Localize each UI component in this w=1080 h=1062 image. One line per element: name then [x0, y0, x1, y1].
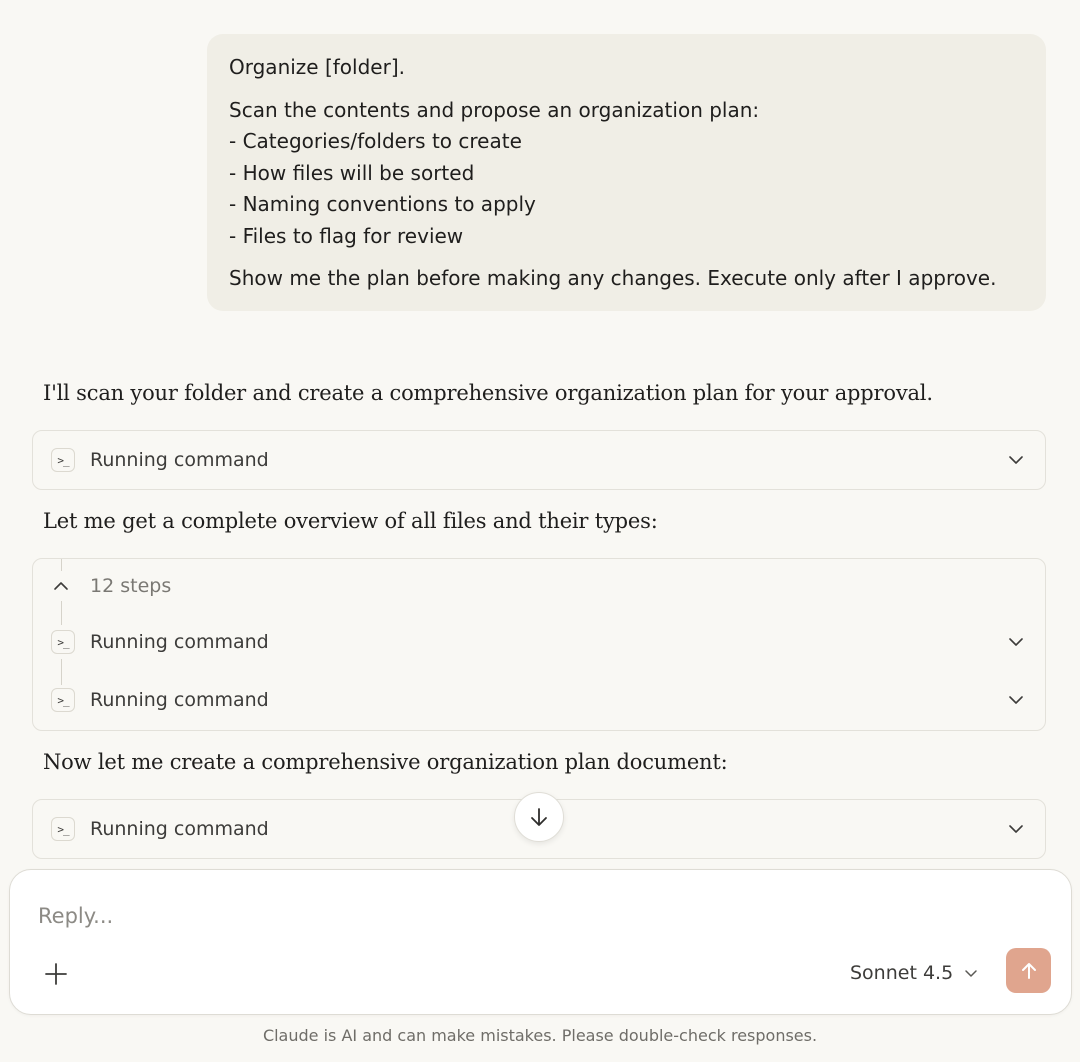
arrow-up-icon [1019, 961, 1039, 981]
user-message [207, 34, 1046, 311]
disclaimer-text: Claude is AI and can make mistakes. Please double-check responses. [262, 1026, 818, 1045]
list-item: - Categories/folders to create [229, 129, 522, 153]
chevron-down-icon[interactable] [1007, 820, 1025, 838]
send-button[interactable] [1006, 948, 1051, 993]
add-attachment-button[interactable] [40, 958, 72, 990]
chevron-down-icon [963, 965, 979, 981]
tool-label: Running command [90, 449, 269, 471]
tool-row[interactable] [33, 431, 1045, 489]
scroll-to-bottom-button[interactable] [514, 792, 564, 842]
arrow-down-icon [528, 806, 550, 828]
list-item: - Files to flag for review [229, 223, 464, 248]
assistant-text: Let me get a complete overview of all files and their types: [43, 509, 658, 533]
user-message-intro: Scan the contents and propose an organization plan: [229, 97, 760, 122]
user-message-line: Organize [folder]. [229, 55, 405, 79]
user-message-closing: Show me the plan before making any changes. Execute only after I approve. [229, 266, 997, 290]
steps-count: 12 steps [90, 575, 172, 597]
chevron-up-icon[interactable] [52, 577, 70, 595]
chevron-down-icon[interactable] [1007, 633, 1025, 651]
terminal-icon: >_ [51, 688, 75, 712]
tool-label: Running command [90, 689, 269, 711]
assistant-text: Now let me create a comprehensive organization plan document: [43, 750, 728, 774]
tool-label: Running command [90, 818, 269, 840]
tool-card-running-command[interactable] [32, 430, 1046, 490]
chevron-down-icon[interactable] [1007, 451, 1025, 469]
assistant-text: I'll scan your folder and create a comprehensive organization plan for your approval. [43, 381, 933, 405]
reply-input[interactable] [38, 898, 938, 934]
steps-card [32, 558, 1046, 731]
chevron-down-icon[interactable] [1007, 691, 1025, 709]
terminal-icon: >_ [51, 630, 75, 654]
steps-toggle[interactable] [33, 559, 1045, 613]
terminal-icon: >_ [51, 817, 75, 841]
user-message-bullets [229, 126, 1024, 252]
terminal-icon: >_ [51, 448, 75, 472]
list-item: - Naming conventions to apply [229, 192, 536, 216]
reply-composer [9, 869, 1072, 1015]
model-selector[interactable] [850, 956, 979, 990]
tool-row[interactable] [33, 671, 1045, 729]
list-item: - How files will be sorted [229, 160, 475, 185]
plus-icon [44, 962, 68, 986]
tool-row[interactable] [33, 613, 1045, 671]
tool-label: Running command [90, 631, 269, 653]
model-label: Sonnet 4.5 [850, 962, 954, 984]
